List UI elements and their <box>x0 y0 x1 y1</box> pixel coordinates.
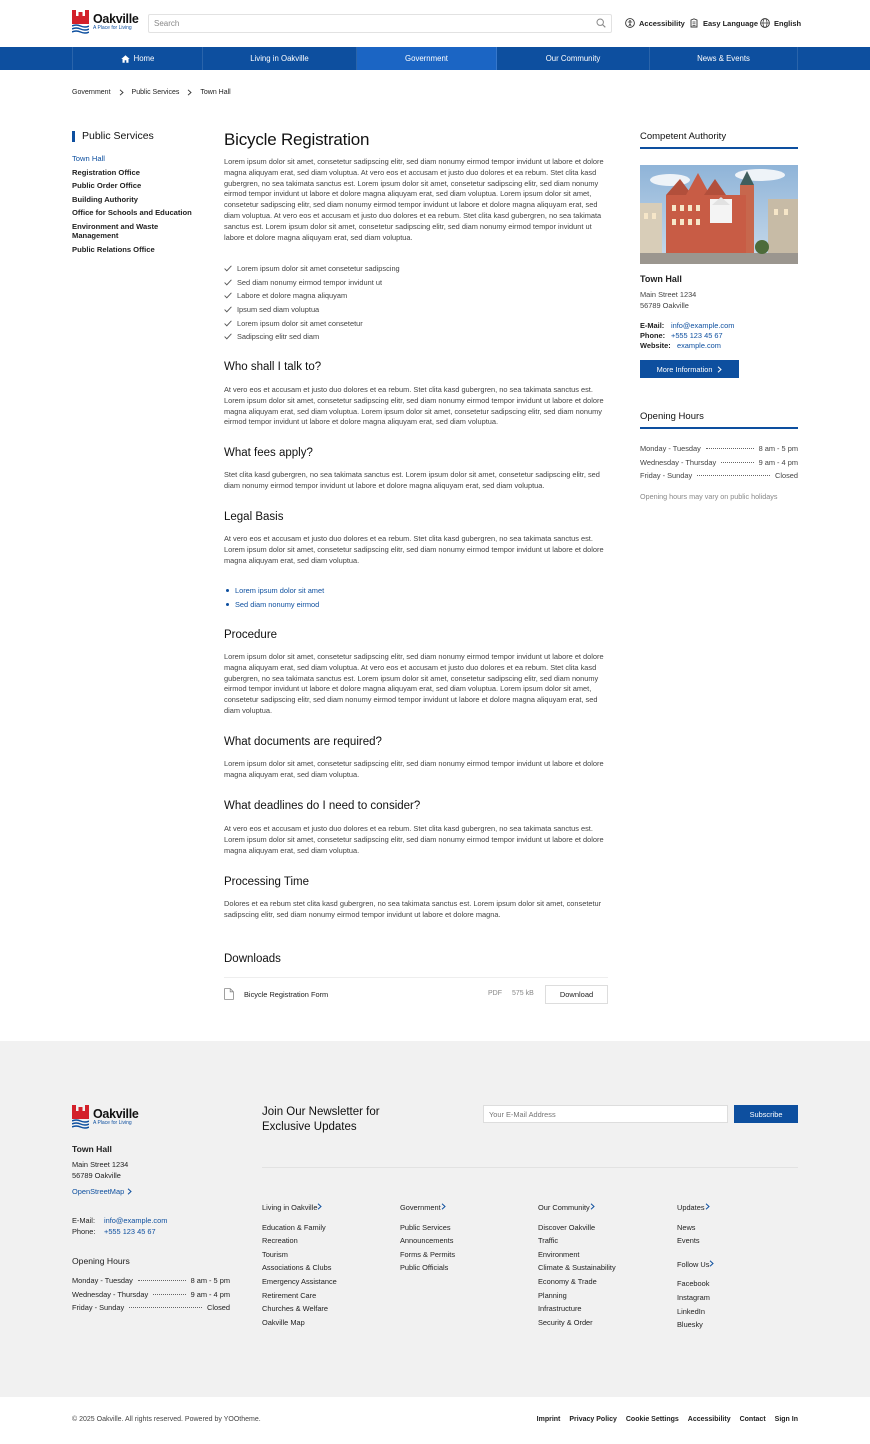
section-text: At vero eos et accusam et justo duo dolores et ea rebum. Stet clita kasd gubergren, no sea takimata sanctus est. Lorem ipsum dolor sit amet, consetetur sadipscing elitr, sed diam nonumy eirmod tempor invidunt ut labore et dolore magna aliquyam erat, sed diam voluptua. <box>224 534 604 565</box>
download-file-size: 575 kB <box>512 990 534 997</box>
footer-opening-hours <box>72 1276 230 1317</box>
copyright: © 2025 Oakville. All rights reserved. Powered by YOOtheme. <box>72 1416 261 1423</box>
language-label: English <box>774 18 802 28</box>
file-icon <box>224 988 234 1000</box>
section-heading: Procedure <box>224 629 278 641</box>
section-text: Dolores et ea rebum stet clita kasd gubergren, no sea takimata sanctus est. Lorem ipsum dolor sit amet, consetetur sadipscing elitr, sed diam nonumy eirmod tempor invidunt ut labore et dolore magna. <box>224 899 602 919</box>
footer-opening-hours-heading: Opening Hours <box>72 1256 130 1266</box>
nav-our-community[interactable]: Our Community <box>497 47 650 70</box>
legal-link[interactable]: Lorem ipsum dolor sit amet <box>235 586 325 596</box>
footer-link[interactable]: Economy & Trade <box>538 1276 597 1286</box>
footer-link[interactable]: Emergency Assistance <box>262 1276 337 1286</box>
check-icon <box>224 306 232 313</box>
footer-link[interactable]: Forms & Permits <box>400 1249 456 1259</box>
download-file-type: PDF <box>488 990 502 997</box>
download-button[interactable]: Download <box>545 985 608 1004</box>
town-hall-image <box>640 165 798 264</box>
accessibility-label: Accessibility <box>639 18 685 28</box>
globe-icon <box>760 18 770 28</box>
nav-government[interactable]: Government <box>357 47 497 70</box>
footer-link[interactable]: Climate & Sustainability <box>538 1263 616 1273</box>
checklist-item: Sed diam nonumy eirmod tempor invidunt ut <box>224 276 608 290</box>
newsletter-heading: Join Our Newsletter for Exclusive Updates <box>262 1106 380 1133</box>
footer-link-instagram[interactable]: Instagram <box>677 1292 710 1302</box>
footer-link[interactable]: Churches & Welfare <box>262 1304 328 1314</box>
easy-language-link[interactable] <box>689 18 758 28</box>
oakville-crest-icon <box>72 10 89 34</box>
hours-row: Monday - Tuesday 8 am - 5 pm <box>640 444 798 453</box>
footer-logo[interactable] <box>72 1105 139 1129</box>
nav-news-events[interactable]: News & Events <box>650 47 798 70</box>
footer-link[interactable]: Recreation <box>262 1236 298 1246</box>
checklist-item: Labore et dolore magna aliquyam <box>224 289 608 303</box>
search-icon[interactable] <box>596 18 606 28</box>
footer-street: Main Street 1234 <box>72 1160 129 1169</box>
sidebar-item-environment-waste[interactable]: Environment and Waste Management <box>72 221 159 240</box>
language-switcher[interactable] <box>760 18 801 28</box>
phone-label: Phone: <box>640 331 666 340</box>
section-heading: What documents are required? <box>224 736 382 748</box>
checklist-item: Lorem ipsum dolor sit amet consetetur <box>224 316 608 330</box>
sidebar-item-town-hall[interactable]: Town Hall <box>72 154 105 163</box>
breadcrumb-public-services[interactable]: Public Services <box>131 89 180 96</box>
check-icon <box>224 320 232 327</box>
page-title: Bicycle Registration <box>224 130 370 149</box>
footer-email-link[interactable]: info@example.com <box>104 1216 168 1225</box>
imprint-link[interactable]: Imprint <box>536 1416 561 1423</box>
breadcrumb-town-hall: Town Hall <box>200 89 231 96</box>
footer-link-facebook[interactable]: Facebook <box>677 1279 710 1289</box>
nav-living-in-oakville[interactable]: Living in Oakville <box>203 47 357 70</box>
section-text: Stet clita kasd gubergren, no sea takimata sanctus est. Lorem ipsum dolor sit amet, consetetur sadipscing elitr, sed diam nonumy eirmod tempor invidunt ut labore et dolore magna aliquyam erat, sed diam voluptua. <box>224 470 600 490</box>
breadcrumb-government[interactable]: Government <box>72 89 111 96</box>
hours-row: Wednesday - Thursday 9 am - 4 pm <box>640 457 798 467</box>
footer-link[interactable]: Education & Family <box>262 1222 326 1232</box>
contact-link[interactable]: Contact <box>739 1416 766 1423</box>
easy-language-icon <box>689 18 699 28</box>
authority-name: Town Hall <box>640 274 682 284</box>
email-label: E-Mail: <box>640 321 665 330</box>
check-icon <box>224 292 232 299</box>
checklist-item: Ipsum sed diam voluptua <box>224 303 608 317</box>
footer-link[interactable]: Associations & Clubs <box>262 1263 332 1273</box>
chevron-right-icon <box>441 1203 446 1210</box>
sidebar-menu <box>72 154 202 258</box>
footer-phone-link[interactable]: +555 123 45 67 <box>104 1227 156 1236</box>
footer-heading-follow-us[interactable]: Follow Us <box>677 1258 714 1272</box>
accessibility-link[interactable] <box>625 18 685 28</box>
footer-link[interactable]: Announcements <box>400 1236 454 1246</box>
download-file-name: Bicycle Registration Form <box>244 990 329 999</box>
chevron-right-icon <box>187 89 192 96</box>
authority-street: Main Street 1234 <box>640 290 697 299</box>
bottom-bar <box>0 1397 870 1444</box>
footer-link[interactable]: Security & Order <box>538 1317 593 1327</box>
footer-divider <box>262 1167 798 1168</box>
footer-link[interactable]: Oakville Map <box>262 1317 305 1327</box>
section-heading: What deadlines do I need to consider? <box>224 800 421 812</box>
chevron-right-icon <box>705 1203 710 1210</box>
sidebar-item-public-order-office[interactable]: Public Order Office <box>72 181 142 190</box>
legal-links-bar <box>537 1416 798 1423</box>
more-information-label: More Information <box>656 364 713 374</box>
authority-email-link[interactable]: info@example.com <box>671 321 735 330</box>
checklist-item: Lorem ipsum dolor sit amet consetetur sadipscing <box>224 262 608 276</box>
subscribe-button[interactable]: Subscribe <box>734 1105 798 1123</box>
sidebar-item-registration-office[interactable]: Registration Office <box>72 167 140 177</box>
footer-link[interactable]: Events <box>677 1236 700 1246</box>
authority-phone-link[interactable]: +555 123 45 67 <box>671 331 723 340</box>
footer-phone-label: Phone: <box>72 1227 96 1236</box>
nav-home-label: Home <box>133 54 155 63</box>
footer-brand-tagline: A Place for Living <box>93 1120 132 1126</box>
section-heading: Processing Time <box>224 876 310 888</box>
sidebar-item-public-relations[interactable]: Public Relations Office <box>72 244 155 254</box>
chevron-right-icon <box>127 1188 132 1195</box>
easy-language-label: Easy Language <box>703 18 759 28</box>
chevron-right-icon <box>717 366 722 373</box>
footer-city: 56789 Oakville <box>72 1171 121 1180</box>
chevron-right-icon <box>590 1203 595 1210</box>
section-heading: Legal Basis <box>224 511 284 523</box>
hours-row: Monday - Tuesday 8 am - 5 pm <box>72 1276 230 1285</box>
sidebar-title: Public Services <box>72 131 154 142</box>
footer-link[interactable]: Planning <box>538 1290 567 1300</box>
footer-heading-government[interactable]: Government <box>400 1201 455 1215</box>
footer-link[interactable]: Traffic <box>538 1236 559 1246</box>
footer-link-linkedin[interactable]: LinkedIn <box>677 1306 705 1316</box>
downloads-heading: Downloads <box>224 953 281 965</box>
more-information-button[interactable] <box>640 360 739 378</box>
footer-link[interactable]: Retirement Care <box>262 1290 317 1300</box>
footer-link[interactable]: Public Services <box>400 1222 451 1232</box>
brand-name: Oakville <box>93 12 139 26</box>
intro-text: Lorem ipsum dolor sit amet, consetetur sadipscing elitr, sed diam nonumy eirmod tempor invidunt ut labore et dolore magna aliquyam erat, sed diam voluptua. At vero eos et accusam et justo duo dolores et ea rebum. Stet clita kasd gubergren, no sea takimata sanctus est. Lorem ipsum dolor sit amet, consetetur sadipscing elitr, sed diam nonumy eirmod tempor invidunt ut labore et dolore magna aliquyam erat, sed diam voluptua. Lorem ipsum dolor sit amet, consetetur sadipscing elitr, sed diam nonumy eirmod tempor invidunt ut labore et dolore magna aliquyam erat, sed diam voluptua. At vero eos et accusam et justo duo dolores et ea rebum. Stet clita kasd gubergren, no sea takimata sanctus est. Lorem ipsum dolor sit amet, consetetur sadipscing elitr, sed diam nonumy eirmod tempor invidunt ut labore et dolore magna aliquyam erat, sed diam voluptua. <box>224 157 604 242</box>
oakville-crest-icon <box>72 1105 89 1129</box>
website-label: Website: <box>640 341 671 350</box>
hours-row: Friday - Sunday Closed <box>72 1303 230 1313</box>
section-text: Lorem ipsum dolor sit amet, consetetur sadipscing elitr, sed diam nonumy eirmod tempor invidunt ut labore et dolore magna aliquyam erat, sed diam voluptua. <box>224 759 604 779</box>
footer-col-living <box>262 1201 337 1329</box>
legal-link[interactable]: Sed diam nonumy eirmod <box>235 599 320 609</box>
footer-col-government <box>400 1201 455 1275</box>
section-heading: What fees apply? <box>224 447 313 459</box>
check-icon <box>224 265 232 272</box>
privacy-policy-link[interactable]: Privacy Policy <box>569 1416 617 1423</box>
hours-row: Wednesday - Thursday 9 am - 4 pm <box>72 1289 230 1299</box>
section-text: At vero eos et accusam et justo duo dolores et ea rebum. Stet clita kasd gubergren, no sea takimata sanctus est. Lorem ipsum dolor sit amet, consetetur sadipscing elitr, sed diam nonumy eirmod tempor invidunt ut labore et dolore magna aliquyam erat, sed diam voluptua. Lorem ipsum dolor sit amet, consetetur sadipscing elitr, sed diam nonumy eirmod tempor invidunt ut labore et dolore magna aliquyam erat, sed diam voluptua. <box>224 385 604 427</box>
checklist <box>224 262 608 344</box>
check-icon <box>224 333 232 340</box>
footer-col-updates <box>677 1201 714 1332</box>
authority-heading: Competent Authority <box>640 131 798 149</box>
chevron-right-icon <box>317 1203 322 1210</box>
search-box <box>148 14 612 33</box>
authority-city: 56789 Oakville <box>640 301 689 310</box>
footer-heading-living[interactable]: Living in Oakville <box>262 1201 337 1215</box>
footer-email-label: E-Mail: <box>72 1216 95 1225</box>
footer-link[interactable]: Environment <box>538 1249 580 1259</box>
chevron-right-icon <box>119 89 124 96</box>
chevron-right-icon <box>709 1260 714 1267</box>
section-heading: Who shall I talk to? <box>224 361 322 373</box>
legal-links <box>224 584 608 611</box>
home-icon <box>121 55 130 63</box>
openstreetmap-link[interactable] <box>72 1187 132 1196</box>
opening-hours-heading: Opening Hours <box>640 411 798 429</box>
accessibility-footer-link[interactable]: Accessibility <box>687 1416 731 1423</box>
footer-link-bluesky[interactable]: Bluesky <box>677 1320 703 1330</box>
footer-link[interactable]: Infrastructure <box>538 1304 582 1314</box>
download-row <box>224 977 608 1009</box>
accessibility-icon <box>625 18 635 28</box>
cookie-settings-link[interactable]: Cookie Settings <box>625 1416 679 1423</box>
brand-tagline: A Place for Living <box>93 25 132 31</box>
footer-link[interactable]: Discover Oakville <box>538 1222 596 1232</box>
hours-row: Friday - Sunday Closed <box>640 471 798 481</box>
footer-brand-name: Oakville <box>93 1107 139 1121</box>
main-navigation <box>0 47 870 70</box>
footer-heading-community[interactable]: Our Community <box>538 1201 616 1215</box>
footer-link[interactable]: Tourism <box>262 1249 288 1259</box>
footer-heading-updates[interactable]: Updates <box>677 1201 714 1215</box>
footer-col-community <box>538 1201 616 1329</box>
footer-link[interactable]: Public Officials <box>400 1263 449 1273</box>
breadcrumb <box>72 89 231 96</box>
search-input[interactable] <box>149 15 579 32</box>
footer-town-hall: Town Hall <box>72 1144 112 1154</box>
sign-in-link[interactable]: Sign In <box>774 1416 798 1423</box>
checklist-item: Sadipscing elitr sed diam <box>224 330 608 344</box>
sidebar-item-building-authority[interactable]: Building Authority <box>72 194 138 204</box>
newsletter-email-input[interactable] <box>483 1105 728 1123</box>
sidebar-item-schools-education[interactable]: Office for Schools and Education <box>72 208 192 217</box>
footer <box>0 1041 870 1397</box>
town-hall-photo <box>640 165 798 264</box>
authority-website-link[interactable]: example.com <box>677 341 721 350</box>
openstreetmap-label: OpenStreetMap <box>72 1187 125 1196</box>
opening-hours-table <box>640 444 798 485</box>
section-text: Lorem ipsum dolor sit amet, consetetur sadipscing elitr, sed diam nonumy eirmod tempor invidunt ut labore et dolore magna aliquyam erat, sed diam voluptua. At vero eos et accusam et justo duo dolores et ea rebum. Stet clita kasd gubergren, no sea takimata sanctus est. Lorem ipsum dolor sit amet, consetetur sadipscing elitr, sed diam nonumy eirmod tempor invidunt ut labore et dolore magna aliquyam erat, sed diam voluptua. Lorem ipsum dolor sit amet, consetetur sadipscing elitr, sed diam nonumy eirmod tempor invidunt ut labore et dolore magna aliquyam erat, sed diam voluptua. <box>224 652 604 715</box>
check-icon <box>224 279 232 286</box>
site-logo[interactable] <box>72 10 139 34</box>
opening-hours-note: Opening hours may vary on public holidays <box>640 492 778 501</box>
nav-home[interactable] <box>72 47 203 70</box>
section-text: At vero eos et accusam et justo duo dolores et ea rebum. Stet clita kasd gubergren, no sea takimata sanctus est. Lorem ipsum dolor sit amet, consetetur sadipscing elitr, sed diam nonumy eirmod tempor invidunt ut labore et dolore magna aliquyam erat, sed diam voluptua. <box>224 824 604 855</box>
footer-link[interactable]: News <box>677 1222 696 1232</box>
